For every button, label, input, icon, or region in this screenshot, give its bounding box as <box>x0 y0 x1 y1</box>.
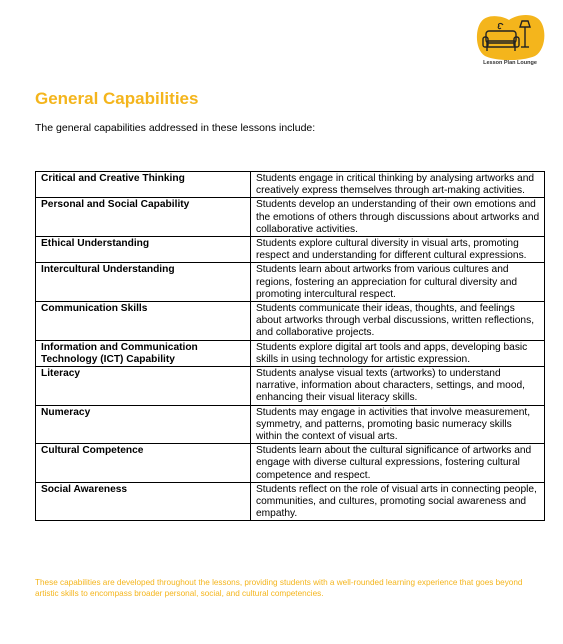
table-row <box>36 340 545 366</box>
table-row <box>36 405 545 444</box>
table-row <box>36 263 545 302</box>
capability-name: Intercultural Understanding <box>36 263 251 302</box>
capability-name: Personal and Social Capability <box>36 198 251 237</box>
capability-description: Students may engage in activities that involve measurement, symmetry, and patterns, promoting basic numeracy skills within the context of visual arts. <box>251 405 545 444</box>
capability-name: Information and Communication Technology (ICT) Capability <box>36 340 251 366</box>
table-row <box>36 367 545 406</box>
table-row <box>36 198 545 237</box>
capability-name: Critical and Creative Thinking <box>36 172 251 198</box>
table-row <box>36 237 545 263</box>
capability-name: Cultural Competence <box>36 444 251 483</box>
capability-name: Communication Skills <box>36 302 251 341</box>
footer-note: These capabilities are developed throughout the lessons, providing students with a well-rounded learning experience that goes beyond artistic skills to encompass broader personal, social, and cultural competencies. <box>35 578 523 598</box>
table-row <box>36 172 545 198</box>
page-title: General Capabilities <box>35 89 199 108</box>
capability-description: Students learn about the cultural significance of artworks and engage with diverse cultural expressions, fostering cultural competence and respect. <box>251 444 545 483</box>
capability-description: Students learn about artworks from various cultures and regions, fostering an appreciation for cultural diversity and promoting intercultural respect. <box>251 263 545 302</box>
capability-name: Social Awareness <box>36 482 251 521</box>
capability-name: Literacy <box>36 367 251 406</box>
capability-description: Students reflect on the role of visual arts in connecting people, communities, and cultures, promoting social awareness and empathy. <box>251 482 545 521</box>
table-row <box>36 302 545 341</box>
capability-description: Students develop an understanding of their own emotions and the emotions of others through discussions about artworks and collaborative activities. <box>251 198 545 237</box>
capabilities-table <box>35 171 545 521</box>
capability-description: Students explore digital art tools and apps, developing basic skills in using technology for artistic expression. <box>251 340 545 366</box>
table-row <box>36 482 545 521</box>
capability-description: Students explore cultural diversity in visual arts, promoting respect and understanding for different cultural expressions. <box>251 237 545 263</box>
sofa-lamp-icon <box>473 14 547 60</box>
capability-description: Students engage in critical thinking by analysing artworks and creatively express themselves through art-making activities. <box>251 172 545 198</box>
capability-description: Students communicate their ideas, thoughts, and feelings about artworks through verbal discussions, written reflections, and collaborative projects. <box>251 302 545 341</box>
capability-name: Ethical Understanding <box>36 237 251 263</box>
capability-name: Numeracy <box>36 405 251 444</box>
brand-logo <box>473 14 547 74</box>
table-row <box>36 444 545 483</box>
capability-description: Students analyse visual texts (artworks) to understand narrative, information about characters, settings, and mood, enhancing their visual literacy skills. <box>251 367 545 406</box>
brand-name: Lesson Plan Lounge <box>483 60 537 66</box>
intro-text: The general capabilities addressed in these lessons include: <box>35 122 316 134</box>
